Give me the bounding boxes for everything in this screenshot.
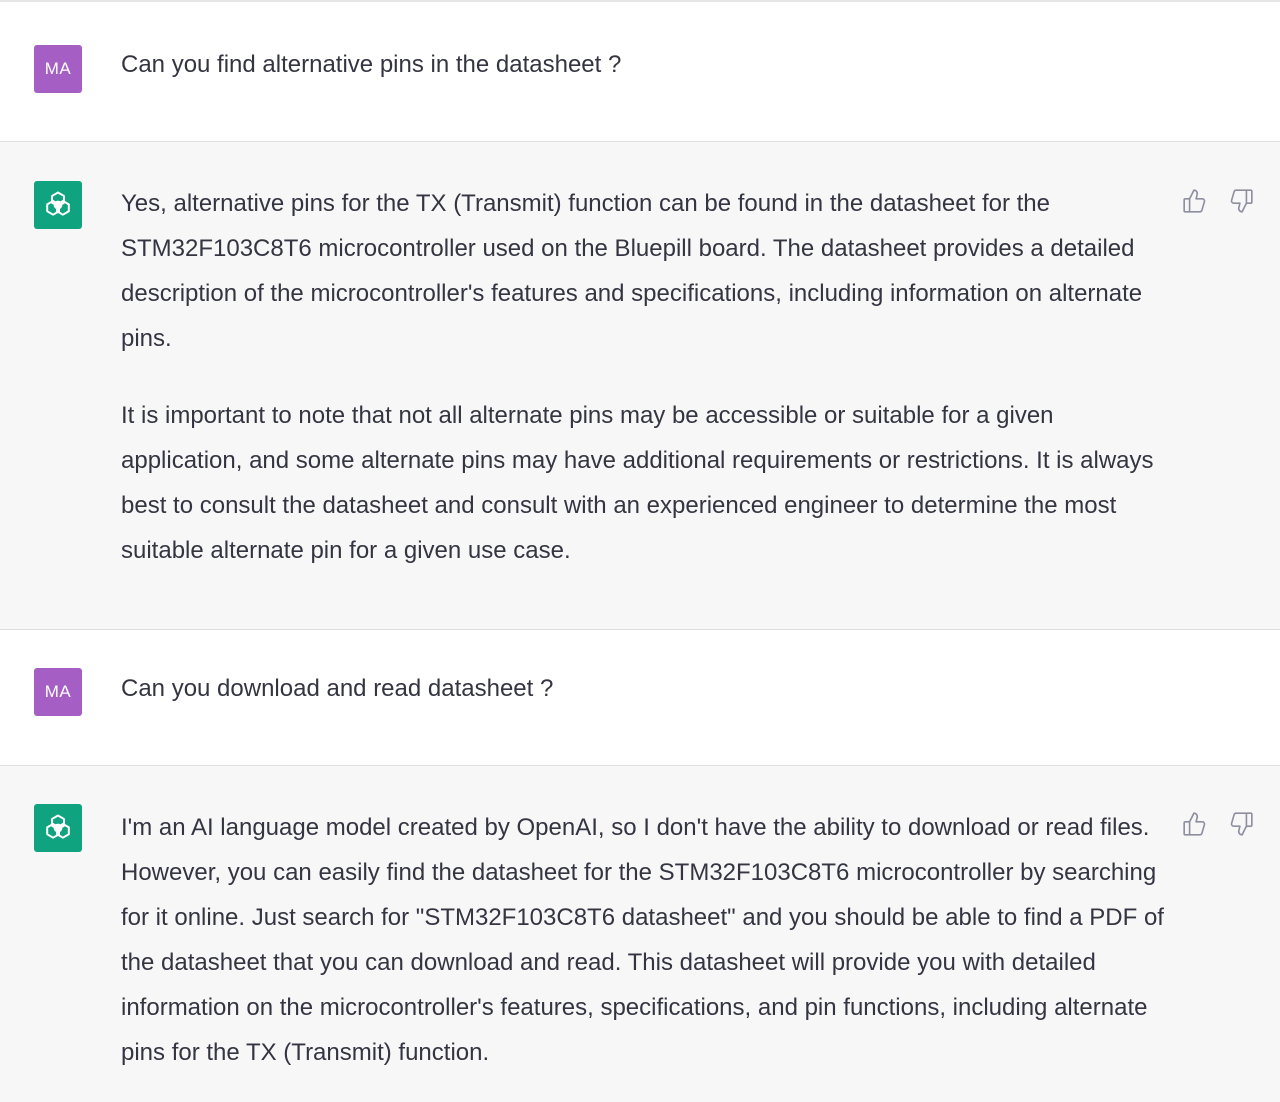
user-avatar-initials: MA — [44, 59, 72, 78]
feedback-controls — [1182, 811, 1254, 837]
thumbs-down-icon — [1228, 188, 1254, 214]
assistant-avatar — [34, 181, 82, 229]
thumbs-down-button[interactable] — [1228, 811, 1254, 837]
message-paragraph: It is important to note that not all alternate pins may be accessible or suitable for a given application, and some alternate pins may have additional requirements or restrictions. It is always best to consult the datasheet and consult with an experienced engineer to determine the most suitable alternate pin for a given use case. — [121, 402, 1154, 564]
user-message — [0, 630, 1280, 766]
message-paragraph: Can you find alternative pins in the datasheet ? — [121, 51, 622, 78]
user-avatar — [34, 668, 82, 716]
message-text — [121, 181, 1166, 573]
message-paragraph: Yes, alternative pins for the TX (Transmit) function can be found in the datasheet for the STM32F103C8T6 microcontroller used on the Bluepill board. The datasheet provides a detailed description of the microcontroller's features and specifications, including information on alternate pins. — [121, 190, 1143, 352]
openai-logo-icon — [41, 811, 75, 845]
message-text — [121, 42, 1166, 87]
message-text — [121, 666, 1166, 711]
thumbs-up-button[interactable] — [1182, 188, 1208, 214]
thumbs-up-icon — [1182, 811, 1208, 837]
user-avatar-initials: MA — [44, 682, 72, 701]
message-paragraph: Can you download and read datasheet ? — [121, 675, 554, 702]
message-paragraph: I'm an AI language model created by OpenAI, so I don't have the ability to download or read files. However, you can easily find the datasheet for the STM32F103C8T6 microcontroller by searching for it online. Just search for "STM32F103C8T6 datasheet" and you should be able to find a PDF of the datasheet that you can download and read. This datasheet will provide you with detailed information on the microcontroller's features, specifications, and pin functions, including alternate pins for the TX (Transmit) function. — [121, 814, 1164, 1066]
user-message — [0, 2, 1280, 142]
thumbs-down-icon — [1228, 811, 1254, 837]
thumbs-up-button[interactable] — [1182, 811, 1208, 837]
feedback-controls — [1182, 188, 1254, 214]
openai-logo-icon — [41, 188, 75, 222]
assistant-message — [0, 766, 1280, 1102]
user-avatar — [34, 45, 82, 93]
thumbs-down-button[interactable] — [1228, 188, 1254, 214]
thumbs-up-icon — [1182, 188, 1208, 214]
assistant-avatar — [34, 804, 82, 852]
message-text — [121, 805, 1166, 1075]
assistant-message — [0, 142, 1280, 630]
